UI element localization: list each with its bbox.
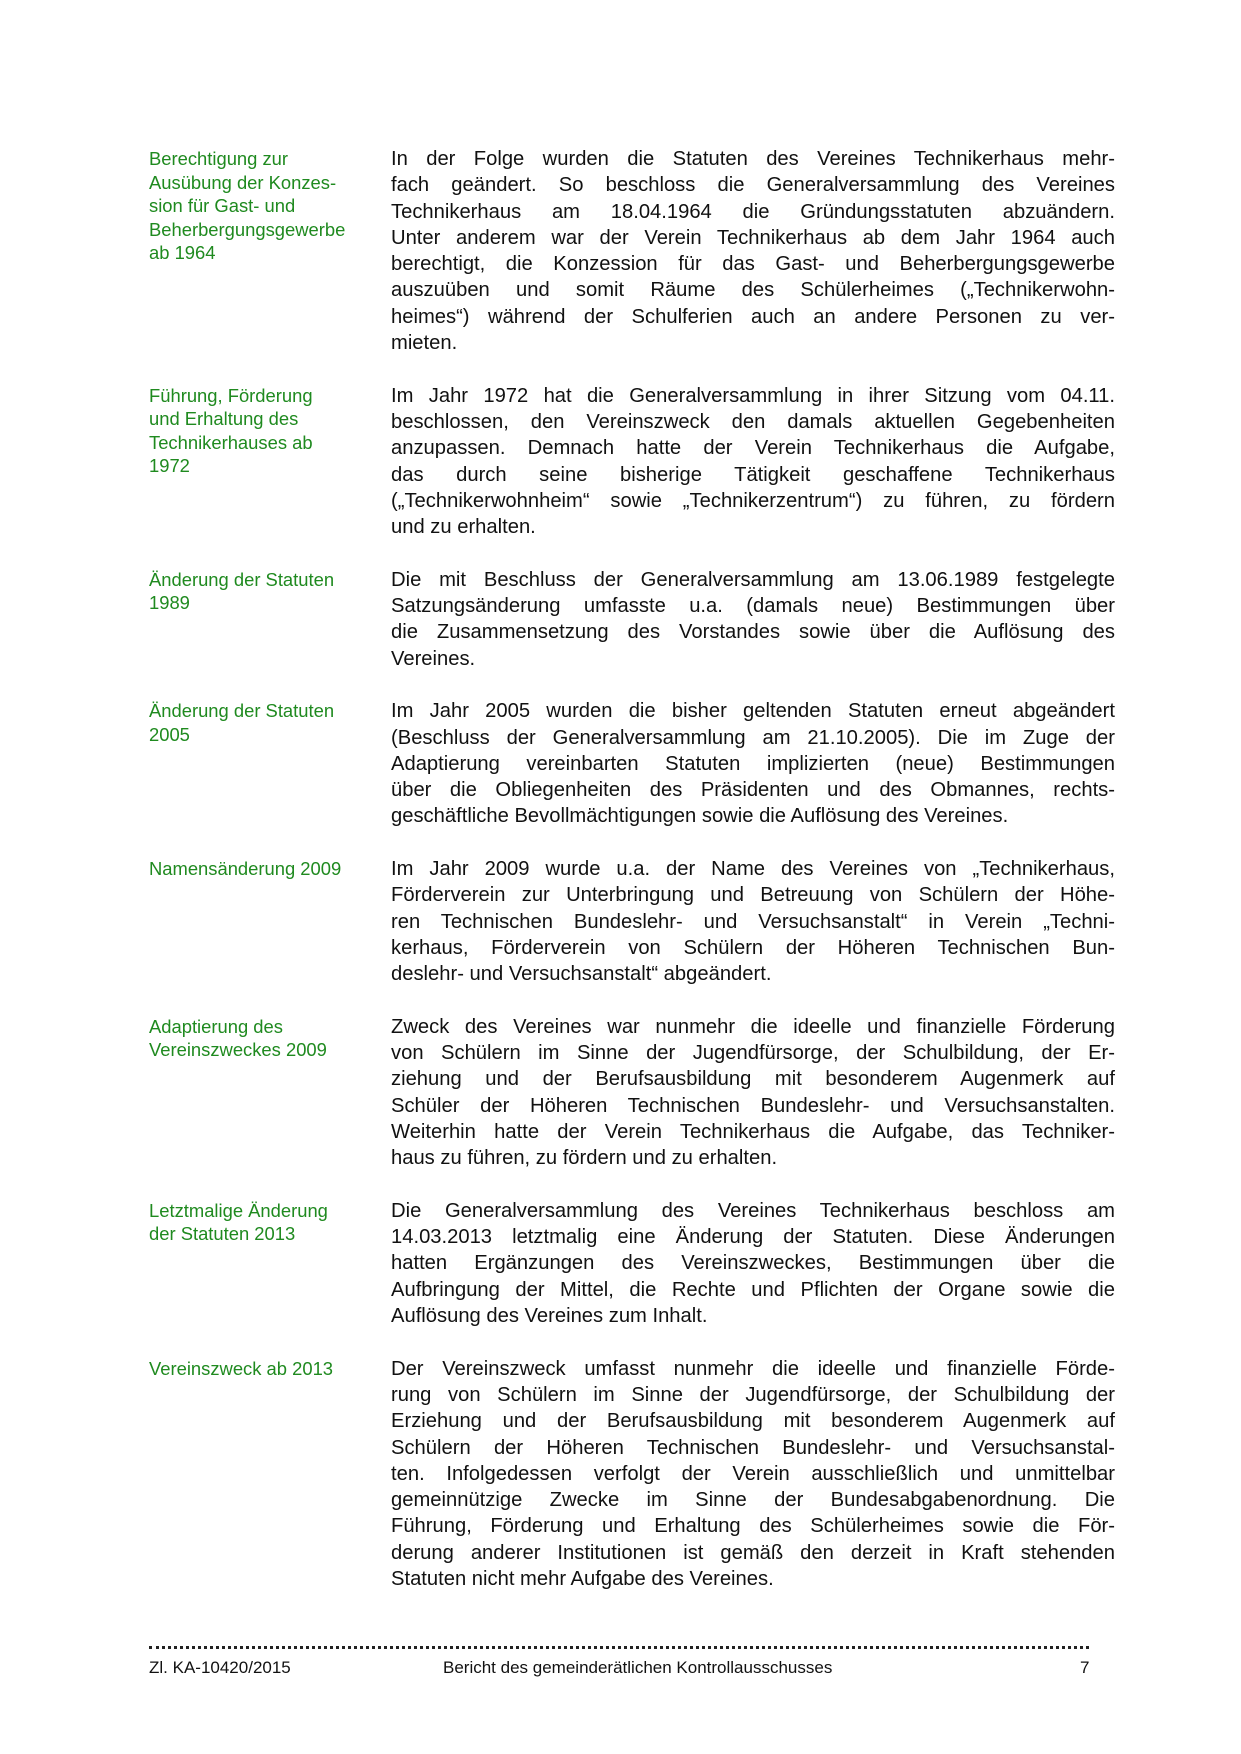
paragraph — [391, 146, 1115, 356]
margin-heading-line: Änderung der Statuten — [149, 700, 335, 722]
paragraph-line: geschäftliche Bevollmächtigungen sowie die Auflösung des Vereines. — [391, 805, 1009, 828]
paragraph-line: ten. Infolgedessen verfolgt der Verein ausschließlich und unmittelbar — [391, 1462, 1115, 1485]
section — [149, 1014, 1115, 1172]
section — [149, 1356, 1115, 1593]
paragraph-line: Aufbringung der Mittel, die Rechte und Pflichten der Organe sowie die — [391, 1278, 1115, 1301]
paragraph-line: Vereines. — [391, 647, 476, 670]
paragraph-line: deslehr- und Versuchsanstalt“ abgeändert. — [391, 963, 772, 986]
paragraph-line: („Technikerwohnheim“ sowie „Technikerzentrum“) zu führen, zu fördern — [391, 489, 1115, 512]
paragraph — [391, 1198, 1115, 1329]
margin-heading-line: sion für Gast- und — [149, 195, 296, 216]
paragraph-line: In der Folge wurden die Statuten des Vereines Technikerhaus mehr- — [391, 148, 1115, 170]
paragraph-line: ziehung und der Berufsausbildung mit besonderem Augenmerk auf — [391, 1068, 1115, 1091]
paragraph-line: mieten. — [391, 332, 458, 355]
paragraph-line: 14.03.2013 letztmalig eine Änderung der Statuten. Diese Änderungen — [391, 1226, 1115, 1249]
paragraph-line: hatten Ergänzungen des Vereinszweckes, Bestimmungen über die — [391, 1252, 1115, 1275]
paragraph-line: Förderverein zur Unterbringung und Betreuung von Schülern der Höhe- — [391, 884, 1115, 907]
paragraph-line: und zu erhalten. — [391, 516, 536, 539]
paragraph-line: haus zu führen, zu fördern und zu erhalten. — [391, 1147, 778, 1170]
paragraph-line: fach geändert. So beschloss die Generalversammlung des Vereines — [391, 174, 1115, 197]
margin-heading-line: und Erhaltung des — [149, 408, 299, 430]
paragraph-line: Schüler der Höheren Technischen Bundeslehr- und Versuchsanstalten. — [391, 1094, 1115, 1117]
footer-reference: Zl. KA-10420/2015 — [149, 1658, 291, 1677]
paragraph-line: ren Technischen Bundeslehr- und Versuchsanstalt“ in Verein „Techni- — [391, 910, 1115, 933]
section — [149, 383, 1115, 541]
margin-heading-line: der Statuten 2013 — [149, 1223, 296, 1245]
section — [149, 1198, 1115, 1329]
margin-heading — [149, 856, 391, 987]
margin-heading — [149, 567, 391, 672]
paragraph-line: heimes“) während der Schulferien auch an andere Personen zu ver- — [391, 305, 1115, 328]
paragraph-line: anzupassen. Demnach hatte der Verein Technikerhaus die Aufgabe, — [391, 437, 1115, 460]
margin-heading-line: Letztmalige Änderung — [149, 1199, 328, 1221]
margin-heading — [149, 1198, 391, 1329]
paragraph-line: derung anderer Institutionen ist gemäß den derzeit in Kraft stehenden — [391, 1541, 1115, 1564]
margin-heading-line: Führung, Förderung — [149, 384, 313, 406]
margin-heading-line: Namensänderung 2009 — [149, 858, 342, 880]
paragraph-line: Satzungsänderung umfasste u.a. (damals neue) Bestimmungen über — [391, 595, 1115, 618]
paragraph-line: Unter anderem war der Verein Technikerhaus ab dem Jahr 1964 auch — [391, 226, 1115, 249]
section — [149, 567, 1115, 672]
paragraph-line: Auflösung des Vereines zum Inhalt. — [391, 1305, 708, 1328]
margin-heading-line: Vereinszweck ab 2013 — [149, 1357, 334, 1379]
margin-heading — [149, 146, 391, 356]
footer-divider — [149, 1646, 1089, 1649]
paragraph-line: die Zusammensetzung des Vorstandes sowie über die Auflösung des — [391, 621, 1115, 644]
paragraph-line: Erziehung und der Berufsausbildung mit besonderem Augenmerk auf — [391, 1410, 1115, 1433]
paragraph — [391, 383, 1115, 541]
paragraph-line: kerhaus, Förderverein von Schülern der Höheren Technischen Bun- — [391, 936, 1115, 959]
paragraph-line: Weiterhin hatte der Verein Technikerhaus die Aufgabe, das Techniker- — [391, 1120, 1115, 1143]
paragraph-line: Im Jahr 2009 wurde u.a. der Name des Vereines von „Technikerhaus, — [391, 858, 1115, 881]
margin-heading-line: Berechtigung zur — [149, 148, 289, 169]
margin-heading — [149, 1014, 391, 1172]
margin-heading-line: Vereinszweckes 2009 — [149, 1039, 327, 1061]
paragraph-line: das durch seine bisherige Tätigkeit geschaffene Technikerhaus — [391, 463, 1115, 486]
section — [149, 698, 1115, 829]
margin-heading-line: Änderung der Statuten — [149, 568, 335, 590]
margin-heading-line: Adaptierung des — [149, 1015, 283, 1037]
paragraph-line: von Schülern im Sinne der Jugendfürsorge, der Schulbildung, der Er- — [391, 1042, 1115, 1065]
margin-heading — [149, 383, 391, 541]
footer-title: Bericht des gemeinderätlichen Kontrollausschusses — [443, 1658, 833, 1677]
paragraph-line: auszuüben und somit Räume des Schülerheimes („Technikerwohn- — [391, 279, 1115, 302]
paragraph — [391, 567, 1115, 672]
paragraph — [391, 1014, 1115, 1172]
margin-heading — [149, 698, 391, 829]
paragraph-line: Im Jahr 2005 wurden die bisher geltenden Statuten erneut abgeändert — [391, 700, 1115, 723]
paragraph-line: (Beschluss der Generalversammlung am 21.10.2005). Die im Zuge der — [391, 726, 1115, 749]
section — [149, 856, 1115, 987]
paragraph-line: rung von Schülern im Sinne der Jugendfürsorge, der Schulbildung der — [391, 1383, 1115, 1406]
paragraph-line: Führung, Förderung und Erhaltung des Schülerheimes sowie die För- — [391, 1515, 1115, 1538]
document-body — [149, 146, 1115, 1619]
paragraph-line: Technikerhaus am 18.04.1964 die Gründungsstatuten abzuändern. — [391, 200, 1115, 223]
margin-heading-line: 1989 — [149, 592, 190, 614]
paragraph-line: Die Generalversammlung des Vereines Technikerhaus beschloss am — [391, 1199, 1115, 1222]
paragraph-line: Im Jahr 1972 hat die Generalversammlung in ihrer Sitzung vom 04.11. — [391, 384, 1115, 407]
margin-heading-line: Beherbergungsgewerbe — [149, 218, 346, 240]
paragraph-line: berechtigt, die Konzession für das Gast- und Beherbergungsgewerbe — [391, 253, 1115, 276]
margin-heading-line: ab 1964 — [149, 242, 216, 263]
margin-heading-line: 2005 — [149, 723, 190, 745]
paragraph-line: Schülern der Höheren Technischen Bundeslehr- und Versuchsanstal- — [391, 1436, 1115, 1459]
margin-heading-line: 1972 — [149, 455, 190, 477]
margin-heading-line: Technikerhauses ab — [149, 431, 313, 453]
margin-heading — [149, 1356, 391, 1593]
page-number: 7 — [1080, 1658, 1090, 1677]
margin-heading-line: Ausübung der Konzes- — [149, 171, 337, 193]
paragraph-line: beschlossen, den Vereinszweck den damals aktuellen Gegebenheiten — [391, 410, 1115, 433]
paragraph — [391, 698, 1115, 829]
paragraph-line: Statuten nicht mehr Aufgabe des Vereines. — [391, 1568, 774, 1591]
paragraph — [391, 856, 1115, 987]
paragraph-line: Der Vereinszweck umfasst nunmehr die ideelle und finanzielle Förde- — [391, 1357, 1115, 1380]
paragraph-line: Die mit Beschluss der Generalversammlung am 13.06.1989 festgelegte — [391, 568, 1115, 591]
paragraph-line: gemeinnützige Zwecke im Sinne der Bundesabgabenordnung. Die — [391, 1489, 1115, 1512]
paragraph-line: Zweck des Vereines war nunmehr die ideelle und finanzielle Förderung — [391, 1015, 1115, 1038]
paragraph-line: über die Obliegenheiten des Präsidenten und des Obmannes, rechts- — [391, 779, 1115, 802]
paragraph-line: Adaptierung vereinbarten Statuten implizierten (neue) Bestimmungen — [391, 752, 1115, 775]
paragraph — [391, 1356, 1115, 1593]
section — [149, 146, 1115, 356]
